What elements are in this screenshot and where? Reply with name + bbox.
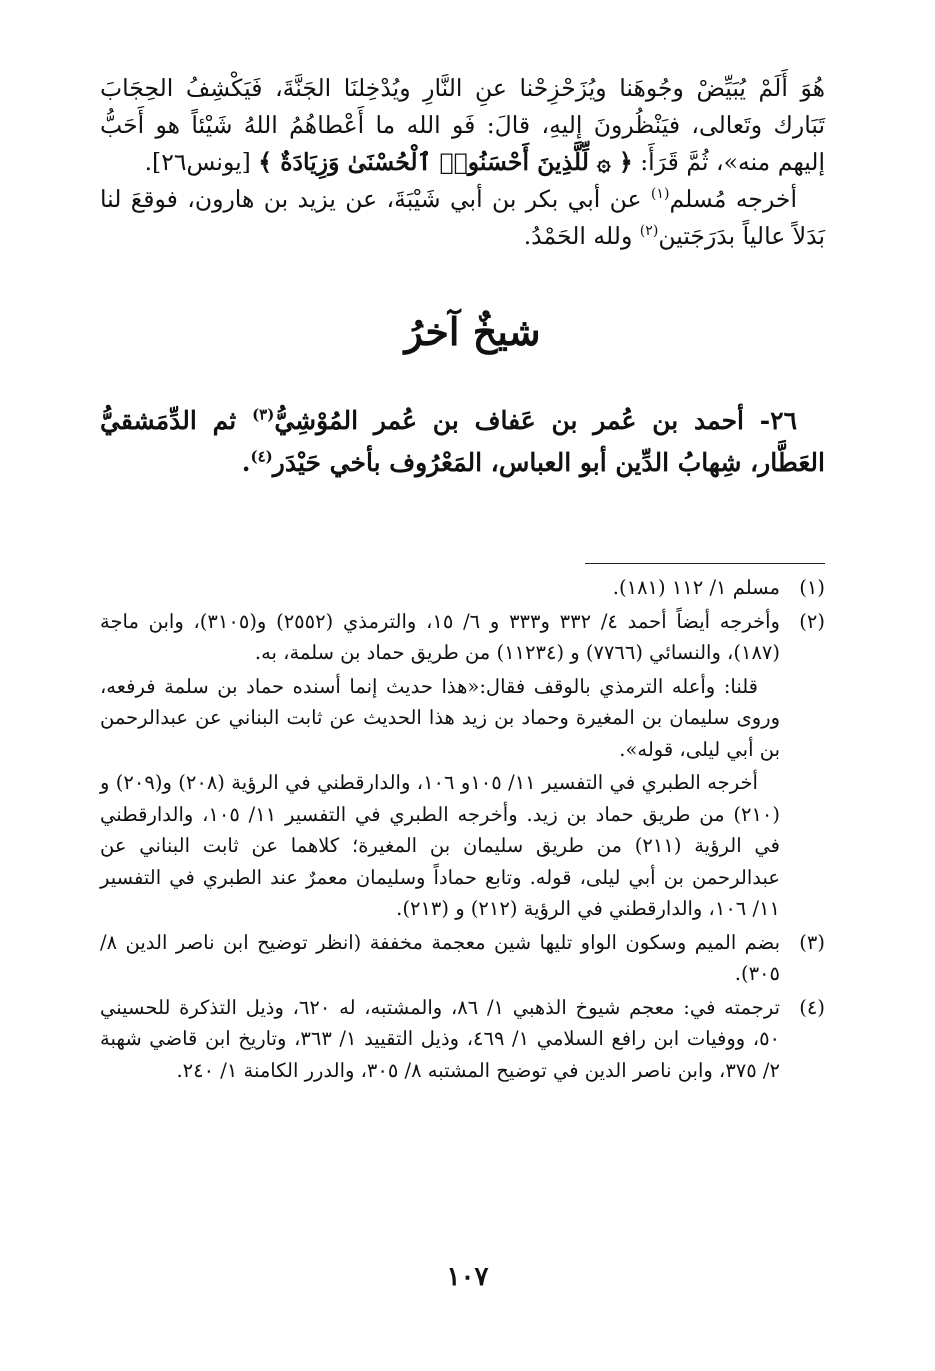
takhrij-text-c: ولله الحَمْدُ. xyxy=(523,222,633,250)
footnote-number: (١) xyxy=(799,576,825,599)
entry-name: ٢٦- أحمد بن عُمر بن عَفاف بن عُمر المُوْشِيُّ xyxy=(274,406,797,435)
takhrij-text-a: أخرجه مُسلم xyxy=(669,185,797,213)
takhrij-paragraph xyxy=(100,181,825,255)
footnote-text: قلنا: وأعله الترمذي بالوقف فقال:«هذا حديث إنما أسنده حماد بن سلمة فرفعه، وروى سليمان بن المغيرة وحماد بن زيد هذا الحديث عن ثابت البناني عن عبدالرحمن بن أبي ليلى، قوله». xyxy=(100,674,780,761)
footnote-text: ترجمته في: معجم شيوخ الذهبي ١/ ٨٦، والمشتبه، له ٦٢٠، وذيل التذكرة للحسيني ٥٠، ووفيات ابن رافع السلامي ١/ ٤٦٩، وذيل التقييد ١/ ٣٦٣، وتاريخ ابن قاضي شهبة ٢/ ٣٧٥، وابن ناصر الدين في توضيح المشتبه ٨/ ٣٠٥، والدرر الكامنة ١/ ٢٤٠. xyxy=(100,995,781,1082)
biography-entry xyxy=(100,400,825,484)
footnote-number: (٤) xyxy=(799,995,825,1019)
footnote-marker-2[interactable]: (٢) xyxy=(639,223,659,240)
main-text xyxy=(100,70,825,255)
entry-name-cont: ثم الدِّمَشقيُّ العَطَّار، شِهابُ الدِّين أبو العباس، المَعْرُوف بأخي حَيْدَر xyxy=(100,406,825,477)
entry-end: . xyxy=(241,448,251,477)
takhrij-text-b: عن أبي بكر بن أبي شَيْبَةَ، عن يزيد بن هارون، فوقعَ لنا بَدَلاً عالياً بدَرَجَتين xyxy=(100,185,825,250)
footnote-text: بضم الميم وسكون الواو تليها شين معجمة مخففة (انظر توضيح ابن ناصر الدين ٨/ ٣٠٥). xyxy=(100,930,780,985)
footnote-3 xyxy=(100,927,825,990)
footnote-text: أخرجه الطبري في التفسير ١١/ ١٠٥و ١٠٦، والدارقطني في الرؤية (٢٠٨) و(٢٠٩) و (٢١٠) من طريق حماد بن زيد. وأخرجه الطبري في التفسير ١١/ ١٠٥، والدارقطني في الرؤية (٢١١) من طريق سليمان بن المغيرة؛ كلاهما عن ثابت البناني عن عبدالرحمن بن أبي ليلى، قوله. وتابع حماداً وسليمان معمرٌ عند الطبري في التفسير ١١/ ١٠٦، والدارقطني في الرؤية (٢١٢) و (٢١٣). xyxy=(100,771,780,920)
footnote-1 xyxy=(100,572,825,604)
footnote-text: مسلم ١/ ١١٢ (١٨١). xyxy=(612,576,780,599)
footnote-divider xyxy=(585,563,825,564)
quran-verse: ﴿ ۞ لِّلَّذِينَ أَحْسَنُوا۟ ٱلْحُسْنَىٰ وَزِيَادَةٌ ﴾ xyxy=(258,148,633,176)
footnote-marker-4[interactable]: (٤) xyxy=(250,447,273,466)
footnote-marker-3[interactable]: (٣) xyxy=(252,405,275,424)
hadith-paragraph xyxy=(100,70,825,181)
footnote-text: وأخرجه أيضاً أحمد ٤/ ٣٣٢ و٣٣٣ و ٦/ ١٥، والترمذي (٢٥٥٢) و(٣١٠٥)، وابن ماجة (١٨٧)، والنسائي (٧٧٦٦) و (١١٢٣٤) من طريق حماد بن سلمة، به. xyxy=(100,609,780,664)
quran-reference: [يونس٢٦]. xyxy=(144,148,251,176)
footnote-marker-1[interactable]: (١) xyxy=(650,186,670,203)
footnote-4 xyxy=(100,992,825,1087)
hadith-text: هُوَ أَلَمْ يُبَيِّضْ وجُوهَنا ويُزَحْزِحْنا عنِ النَّارِ ويُدْخِلنَا الجَنَّةَ، فَيَكْشِفُ الحِجَابَ تَبَارك وتَعالى، فيَنْظُرونَ إليهِ، قالَ: فَو الله ما أَعْطاهُمُ اللهُ شَيْئاً هو أَحَبُّ إليهم منه»، ثُمَّ قَرَأَ: xyxy=(100,74,825,176)
section-heading: شيخٌ آخرُ xyxy=(404,309,541,354)
footnote-number: (٣) xyxy=(799,930,825,954)
page-number: ١٠٧ xyxy=(446,1262,489,1292)
footnote-number: (٢) xyxy=(799,609,825,633)
footnotes xyxy=(100,572,825,1088)
footnote-2 xyxy=(100,606,825,925)
